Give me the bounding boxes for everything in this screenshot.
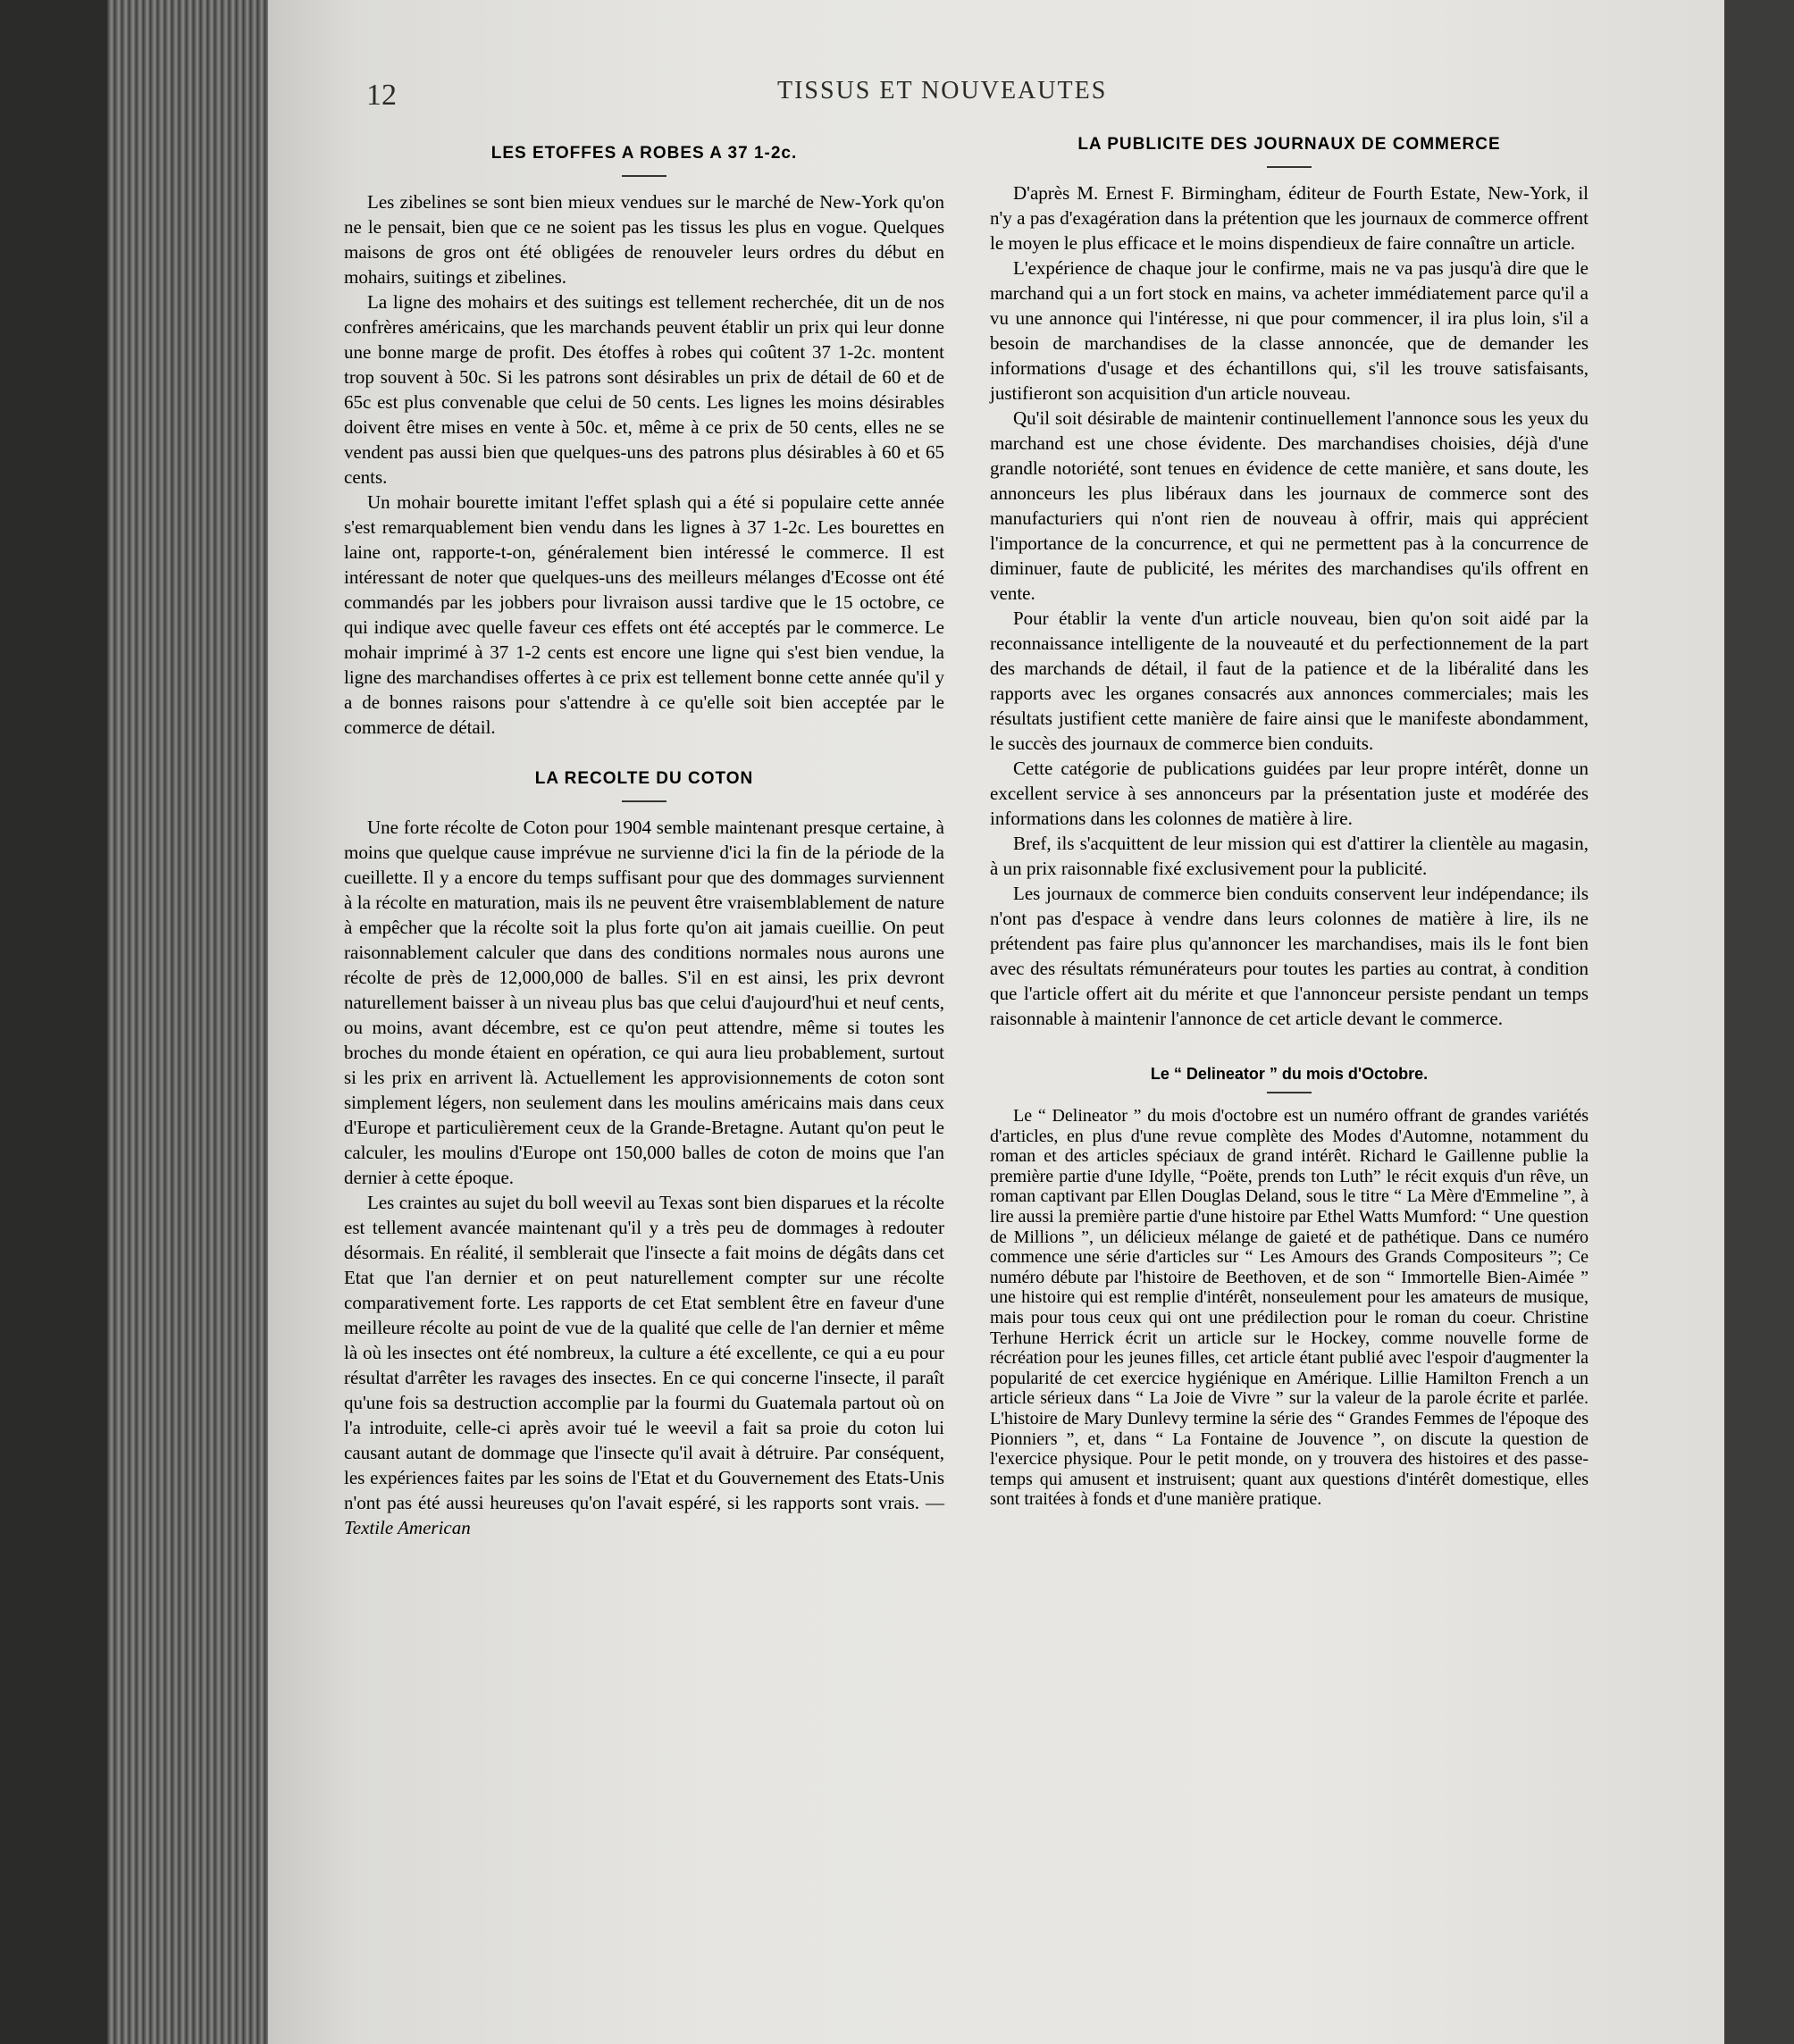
scan-right-border [1724,0,1794,2044]
book-page-edges [107,0,281,2044]
paragraph: Bref, ils s'acquittent de leur mission qui est d'attirer la clientèle au magasin, à un prix raisonnable fixé exclusivement pour la publicité. [990,833,1589,879]
running-head: TISSUS ET NOUVEAUTES [777,77,1108,105]
paragraph: L'expérience de chaque jour le confirme, mais ne va pas jusqu'à dire que le marchand qui a un fort stock en mains, va acheter immédiatement parce qu'il a vu une annonce qui l'intéresse, ni que pour commencer, il ira plus loin, s'il a besoin de marchandises de la classe annoncée, que de demander les informations d'usage et des échantillons qui, s'il les trouve satisfaisants, justifieront son acquisition d'un article nouveau. [990,257,1589,404]
right-column [990,132,1589,1510]
paragraph: Les zibelines se sont bien mieux vendues sur le marché de New-York qu'on ne le pensait, bien que ce ne soient pas les tissus les plus en vogue. Quelques maisons de gros ont été obligées de renouveler leurs ordres du début en mohairs, suitings et zibelines. [344,191,944,288]
paragraph: Une forte récolte de Coton pour 1904 semble maintenant presque certaine, à moins que quelque cause imprévue ne survienne d'ici la fin de la période de la cueillette. Il y a encore du temps suffisant pour que des dommages surviennent à la récolte en maturation, mais ils ne peuvent être vraisemblablement de nature à empêcher que la récolte soit la plus forte qu'on ait jamais cueillie. On peut raisonnablement calculer que dans des conditions normales nous aurons une récolte de près de 12,000,000 de balles. S'il en est ainsi, les prix devront naturellement baisser à un niveau plus bas que celui d'aujourd'hui et neuf cents, ou moins, avant décembre, est ce qu'on peut attendre, même si toutes les broches du monde étaient en opération, ce qui aura lieu probablement, surtout si les prix en arrivent là. Actuellement les approvisionnements de coton sont simplement légers, non seulement dans les moulins américains mais dans ceux d'Europe et particulièrement ceux de la Grande-Bretagne. Autant qu'on peut le calculer, les moulins d'Europe ont 150,000 balles de coton de moins que l'an dernier à cette époque. [344,817,944,1188]
section-title-coton: LA RECOLTE DU COTON [534,769,754,788]
paragraph: Cette catégorie de publications guidées par leur propre intérêt, donne un excellent service à ses annonceurs par la présentation juste et modérée des informations dans les colonnes de matière à lire. [990,758,1589,829]
left-column [344,141,944,1540]
title-rule [622,800,666,802]
page-number: 12 [366,79,397,112]
paragraph: Les journaux de commerce bien conduits conservent leur indépendance; ils n'ont pas d'espace à vendre dans leurs colonnes de matière à lire, ils ne prétendent pas faire plus qu'annoncer les marchandises, mais ils le font bien avec des résultats rémunérateurs pour toutes les parties au contrat, à condition que l'article offert ait du mérite et que l'annonceur persiste pendant un temps raisonnable à maintenir l'annonce de cet article devant le commerce. [990,883,1589,1029]
paragraph: Un mohair bourette imitant l'effet splash qui a été si populaire cette année s'est remarquablement bien vendu dans les lignes à 37 1-2c. Les bourettes en laine ont, rapporte-t-on, généralement bien intéressé le commerce. Il est intéressant de noter que quelques-uns des meilleurs mélanges d'Ecosse ont été commandés par les jobbers pour livraison aussi tardive que le 15 octobre, ce qui indique avec quelle faveur ces effets ont été acceptés par le commerce. Le mohair imprimé à 37 1-2 cents est encore une ligne qui s'est bien vendue, la ligne des marchandises offertes à ce prix est tellement bonne cette année qu'il y a de bonnes raisons pour s'attendre à ce qu'elle soit bien acceptée par le commerce de détail. [344,491,944,738]
paragraph-with-source [344,1190,944,1540]
title-rule [622,175,666,177]
section-title-delineator: Le “ Delineator ” du mois d'Octobre. [1150,1065,1429,1083]
paragraph: La ligne des mohairs et des suitings est tellement recherchée, dit un de nos confrères américains, que les marchands peuvent établir un prix qui leur donne une bonne marge de profit. Des étoffes à robes qui coûtent 37 1-2c. montent trop souvent à 50c. Si les patrons sont désirables un prix de détail de 60 et de 65c est plus convenable que celui de 50 cents. Les lignes les moins désirables doivent être mises en vente à 50c. et, même à ce prix de 50 cents, elles ne se vendent pas aussi bien que quelques-uns des patrons plus désirables à 60 et 65 cents. [344,291,944,488]
title-rule [1267,1092,1312,1093]
paragraph: Pour établir la vente d'un article nouveau, bien qu'on soit aidé par la reconnaissance intelligente de la nouveauté et du perfectionnement de la part des marchands de détail, il faut de la patience et de la libéralité dans les rapports avec les organes consacrés aux annonces commerciales; mais les résultats justifient cette manière de faire ainsi que le manifeste abondamment, le succès des journaux de commerce bien conduits. [990,607,1589,754]
section-title-etoffes: LES ETOFFES A ROBES A 37 1-2c. [490,144,798,163]
paragraph-text: Les craintes au sujet du boll weevil au Texas sont bien disparues et la récolte est tellement avancée maintenant qu'il y a très peu de dommages à redouter désormais. En réalité, il semblerait que l'insecte a fait moins de dégâts dans cet Etat que l'an dernier et on peut naturellement compter sur une récolte comparativement forte. Les rapports de cet Etat semblent être en faveur d'une meilleure récolte au point de vue de la qualité que celle de l'an dernier et même là où les insectes ont été nombreux, la culture a été excellente, ce qui a eu pour résultat d'arrêter les ravages des insectes. En ce qui concerne l'insecte, il paraît qu'une fois sa destruction accomplie par la fourmi du Guatemala partout où on l'a introduite, celle-ci après avoir tué le weevil a fait sa proie du coton lui causant autant de dommage que l'insecte qu'il avait à détruire. Par conséquent, les expériences faites par les soins de l'Etat et du Gouvernement des Etats-Unis n'ont pas été aussi heureuses qu'on l'avait espéré, si les rapports sont vrais. — [344,1192,944,1513]
source-attribution: Textile American [344,1517,471,1538]
paragraph: Le “ Delineator ” du mois d'octobre est un numéro offrant de grandes variétés d'articles, en plus d'une revue complète des Modes d'Automne, notamment du roman et des articles spéciaux de grand intérêt. Richard le Gaillenne publie la première partie d'une Idylle, “Poëte, prends ton Luth” le récit exquis d'un rêve, un roman captivant par Ellen Douglas Deland, sous le titre “ La Mère d'Emmeline ”, à lire aussi la première partie d'une histoire par Ethel Watts Mumford: “ Une question de Millions ”, un délicieux mélange de gaieté et de pathétique. Dans ce numéro commence une série d'articles sur “ Les Amours des Grands Compositeurs ”; Ce numéro débute par l'histoire de Beethoven, et de son “ Immortelle Bien-Aimée ” une histoire qui est remplie d'intérêt, nonseulement pour les amateurs de musique, mais pour tous ceux qui ont une prédilection pour le roman du coeur. Christine Terhune Herrick écrit un article sur le Hockey, comme nouvelle forme de récréation pour les jeunes filles, cet article étant publié avec l'espoir d'augmenter la popularité de cet exercice hygiénique en Amérique. Lillie Hamilton French a un article sérieux dans “ La Joie de Vivre ” sur la valeur de la parole écrite et parlée. L'histoire de Mary Dunlevy termine la série des “ Grandes Femmes de l'époque des Pionniers ”, et, dans “ La Fontaine de Jouvence ”, on discute la question de l'exercice physique. Pour le petit monde, on y trouvera des histoires et des passe-temps qui amusent et instruisent; quant aux questions d'intérêt domestique, elles sont traitées à fonds et d'une manière pratique. [990,1106,1589,1510]
paragraph: D'après M. Ernest F. Birmingham, éditeur de Fourth Estate, New-York, il n'y a pas d'exagération dans la prétention que les journaux de commerce offrent le moyen le plus efficace et le moins dispendieux de faire connaître un article. [990,182,1589,254]
section-title-publicite: LA PUBLICITE DES JOURNAUX DE COMMERCE [1077,135,1501,154]
paragraph: Qu'il soit désirable de maintenir continuellement l'annonce sous les yeux du marchand est une chose évidente. Des marchandises choisies, déjà d'une grandle notoriété, sont tenues en évidence de cette manière, et sans doute, les annonceurs les plus libéraux dans les journaux de commerce sont des manufacturiers qui n'ont rien de nouveau à offrir, mais qui apprécient l'importance de la concurrence, et qui ne permettent pas à la concurrence de diminuer, faute de publicité, les mérites des marchandises qu'ils offrent en vente. [990,407,1589,604]
title-rule [1267,166,1312,168]
